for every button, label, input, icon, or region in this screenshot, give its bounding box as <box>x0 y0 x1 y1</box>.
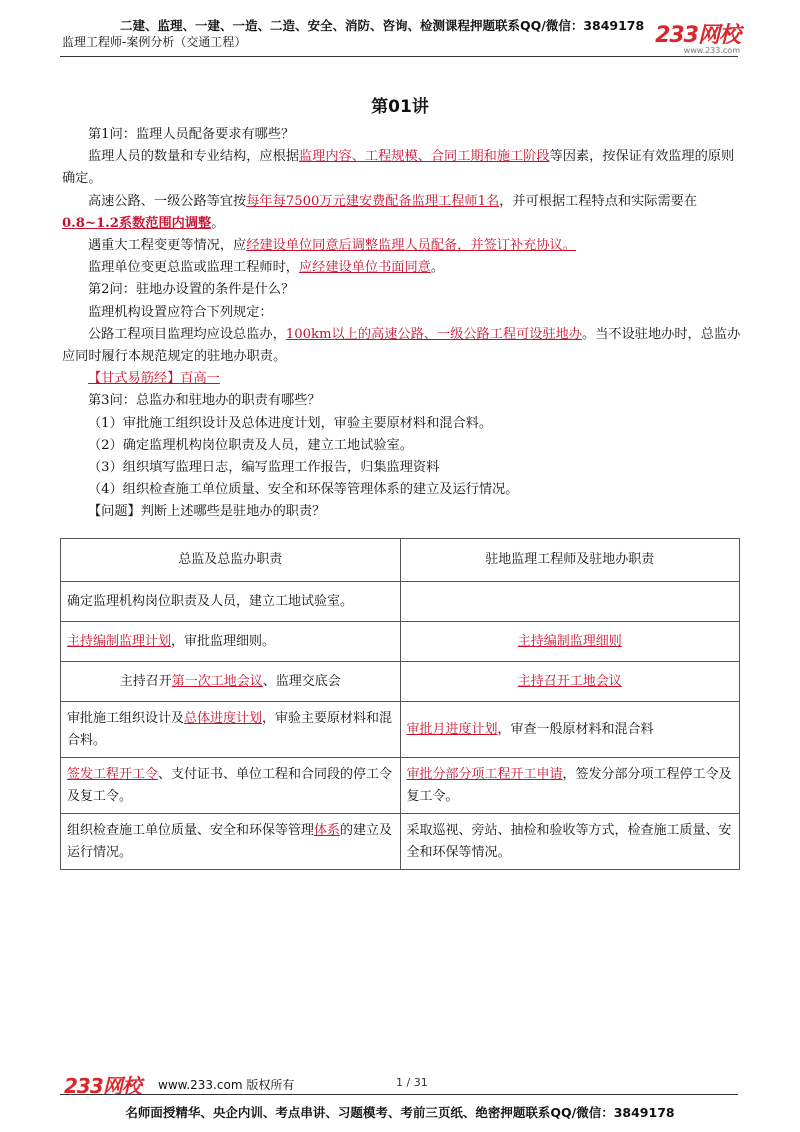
table-cell: 主持召开第一次工地会议、监理交底会 <box>61 662 401 702</box>
table-cell: 审批施工组织设计及总体进度计划，审验主要原材料和混合料。 <box>61 702 401 758</box>
table-cell: 审批分部分项工程开工申请，签发分部分项工程停工令及复工令。 <box>400 758 740 814</box>
question-1: 第1问：监理人员配备要求有哪些？ <box>88 127 295 142</box>
paragraph-ratio: 高速公路、一级公路等宜按每年每7500万元建安费配备监理工程师1名，并可根据工程特点和实际需要在0.8~1.2系数范围内调整。 <box>62 193 698 231</box>
brand-logo-url: www.233.com <box>683 46 740 55</box>
table-header-resident: 驻地监理工程师及驻地办职责 <box>400 539 740 582</box>
duty-item-3: （3）组织填写监理日志，编写监理工作报告，归集监理资料 <box>88 460 440 476</box>
header-contact-banner: 二建、监理、一建、一造、二造、安全、消防、咨询、检测课程押题联系QQ/微信：3849178 <box>120 18 645 33</box>
footer-logo: 233网校 <box>64 1074 141 1098</box>
table-cell: 确定监理机构岗位职责及人员，建立工地试验室。 <box>61 582 401 622</box>
table-row <box>61 758 740 814</box>
lecture-body <box>62 124 742 524</box>
duties-comparison-table <box>60 538 740 870</box>
paragraph-resident-office: 公路工程项目监理均应设总监办，100km以上的高速公路、一级公路工程可设驻地办。当不设驻地办时，总监办应同时履行本规范规定的驻地办职责。 <box>62 326 741 365</box>
footer-contact-banner: 名师面授精华、央企内训、考点串讲、习题模考、考前三页纸、绝密押题联系QQ/微信：3849178 <box>125 1105 675 1120</box>
highlight-ratio: 每年每7500万元建安费配备监理工程师1名 <box>246 193 500 209</box>
duty-item-4: （4）组织检查施工单位质量、安全和环保等管理体系的建立及运行情况。 <box>88 482 519 498</box>
table-row <box>61 582 740 622</box>
table-header-chief: 总监及总监办职责 <box>61 539 401 582</box>
brand-logo <box>655 18 740 55</box>
brand-logo-text: 233网校 <box>655 23 740 48</box>
table-cell: 主持召开工地会议 <box>400 662 740 702</box>
highlight-major-change: 经建设单位同意后调整监理人员配备，并签订补充协议。 <box>246 238 576 254</box>
paragraph-setup-rules: 监理机构设置应符合下列规定： <box>88 304 273 320</box>
table-row <box>61 814 740 870</box>
table-row <box>61 662 740 702</box>
paragraph-staffing: 监理人员的数量和专业结构，应根据监理内容、工程规模、合同工期和施工阶段等因素，按保证有效监理的原则确定。 <box>62 149 735 187</box>
highlight-written-consent: 应经建设单位书面同意 <box>299 260 431 276</box>
table-cell: 主持编制监理细则 <box>400 622 740 662</box>
header-divider <box>60 56 738 57</box>
question-3: 第3问：总监办和驻地办的职责有哪些？ <box>88 393 321 409</box>
footer-divider <box>60 1094 738 1095</box>
paragraph-personnel-change: 监理单位变更总监或监理工程师时，应经建设单位书面同意。 <box>88 260 445 276</box>
mnemonic: 【甘式易筋经】百高一 <box>88 371 220 387</box>
table-cell: 主持编制监理计划，审批监理细则。 <box>61 622 401 662</box>
duty-item-1: （1）审批施工组织设计及总体进度计划，审验主要原材料和混合料。 <box>88 415 493 431</box>
question-judge: 【问题】判断上述哪些是驻地办的职责？ <box>88 504 326 520</box>
highlight-100km: 100km以上的高速公路、一级公路工程可设驻地办 <box>285 326 583 342</box>
highlight-coefficient: 0.8~1.2系数范围内调整 <box>62 215 212 231</box>
table-cell: 组织检查施工单位质量、安全和环保等管理体系的建立及运行情况。 <box>61 814 401 870</box>
table-cell <box>400 582 740 622</box>
table-cell: 采取巡视、旁站、抽检和验收等方式，检查施工质量、安全和环保等情况。 <box>400 814 740 870</box>
table-header-row <box>61 539 740 582</box>
lecture-title: 第01讲 <box>371 97 429 117</box>
page-number: 1 / 31 <box>396 1076 428 1089</box>
highlight-staffing-factors: 监理内容、工程规模、合同工期和施工阶段 <box>299 149 550 165</box>
document-subject-title: 监理工程师-案例分析（交通工程） <box>62 35 247 49</box>
table-row <box>61 702 740 758</box>
duty-item-2: （2）确定监理机构岗位职责及人员，建立工地试验室。 <box>88 437 413 453</box>
paragraph-major-change: 遇重大工程变更等情况，应经建设单位同意后调整监理人员配备，并签订补充协议。 <box>88 238 576 254</box>
table-cell: 审批月进度计划，审查一般原材料和混合料 <box>400 702 740 758</box>
question-2: 第2问：驻地办设置的条件是什么？ <box>88 282 295 298</box>
footer-copyright: www.233.com 版权所有 <box>158 1078 295 1092</box>
table-row <box>61 622 740 662</box>
table-cell: 签发工程开工令、支付证书、单位工程和合同段的停工令及复工令。 <box>61 758 401 814</box>
